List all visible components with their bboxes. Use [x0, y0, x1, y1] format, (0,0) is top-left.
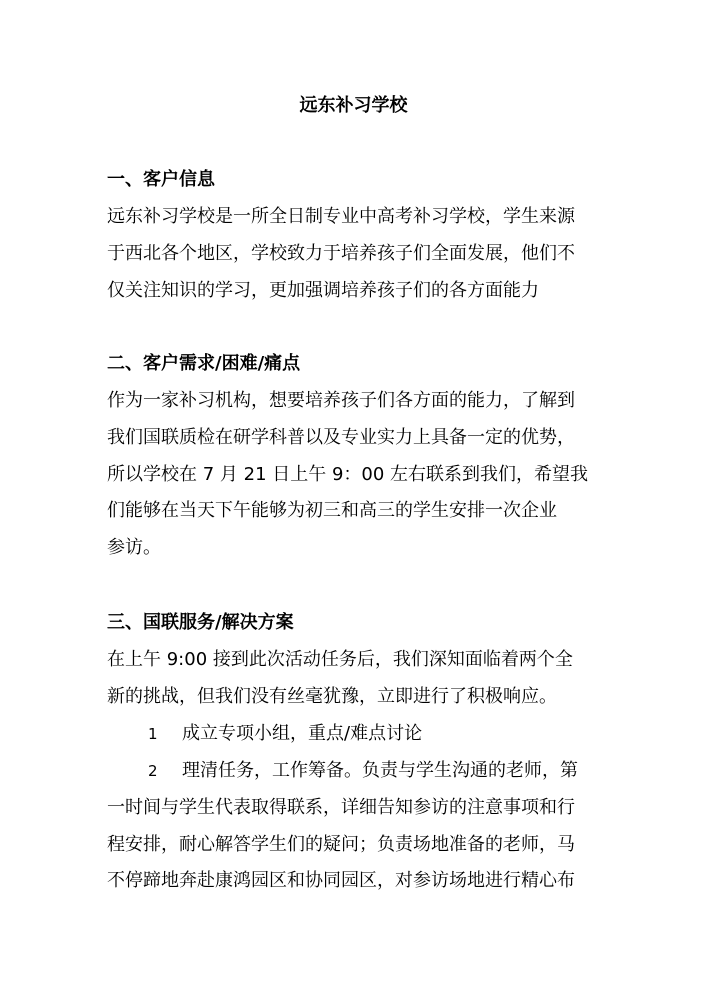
text-line: 我们国联质检在研学科普以及专业实力上具备一定的优势， — [107, 426, 575, 448]
text-line: 新的挑战，但我们没有丝毫犹豫，立即进行了积极响应。 — [107, 685, 557, 707]
text-line: 所以学校在 7 月 21 日上午 9：00 左右联系到我们，希望我 — [107, 463, 589, 485]
section-heading-customer-needs: 二、客户需求/困难/痛点 — [107, 353, 301, 374]
text-line: 仅关注知识的学习，更加强调培养孩子们的各方面能力 — [107, 279, 539, 301]
section-heading-solution: 三、国联服务/解决方案 — [107, 612, 294, 633]
item-number: 2 — [148, 762, 158, 780]
item-text: 成立专项小组，重点/难点讨论 — [182, 723, 423, 744]
section-heading-customer-info: 一、客户信息 — [107, 169, 215, 190]
text-line: 作为一家补习机构，想要培养孩子们各方面的能力，了解到 — [107, 390, 575, 411]
item-text: 理清任务，工作筹备。负责与学生沟通的老师，第 — [182, 760, 578, 781]
item-number: 1 — [148, 725, 158, 743]
section-body-customer-needs — [107, 383, 603, 567]
text-line: 们能够在当天下午能够为初三和高三的学生安排一次企业 — [107, 500, 557, 522]
text-line: 一时间与学生代表取得联系，详细告知参访的注意事项和行 — [107, 796, 575, 818]
text-line: 于西北各个地区，学校致力于培养孩子们全面发展，他们不 — [107, 242, 575, 264]
section-body-customer-info — [107, 199, 603, 309]
section-body-solution — [107, 642, 603, 716]
text-line: 远东补习学校是一所全日制专业中高考补习学校，学生来源 — [107, 206, 575, 227]
text-line: 不停蹄地奔赴康鸿园区和协同园区，对参访场地进行精心布 — [107, 870, 575, 892]
numbered-item-2 — [107, 753, 603, 900]
text-line: 在上午 9:00 接到此次活动任务后，我们深知面临着两个全 — [107, 649, 573, 670]
text-line: 参访。 — [107, 537, 161, 559]
numbered-item-1 — [107, 716, 603, 753]
document-title: 远东补习学校 — [299, 95, 408, 116]
text-line: 程安排，耐心解答学生们的疑问；负责场地准备的老师，马 — [107, 833, 575, 855]
